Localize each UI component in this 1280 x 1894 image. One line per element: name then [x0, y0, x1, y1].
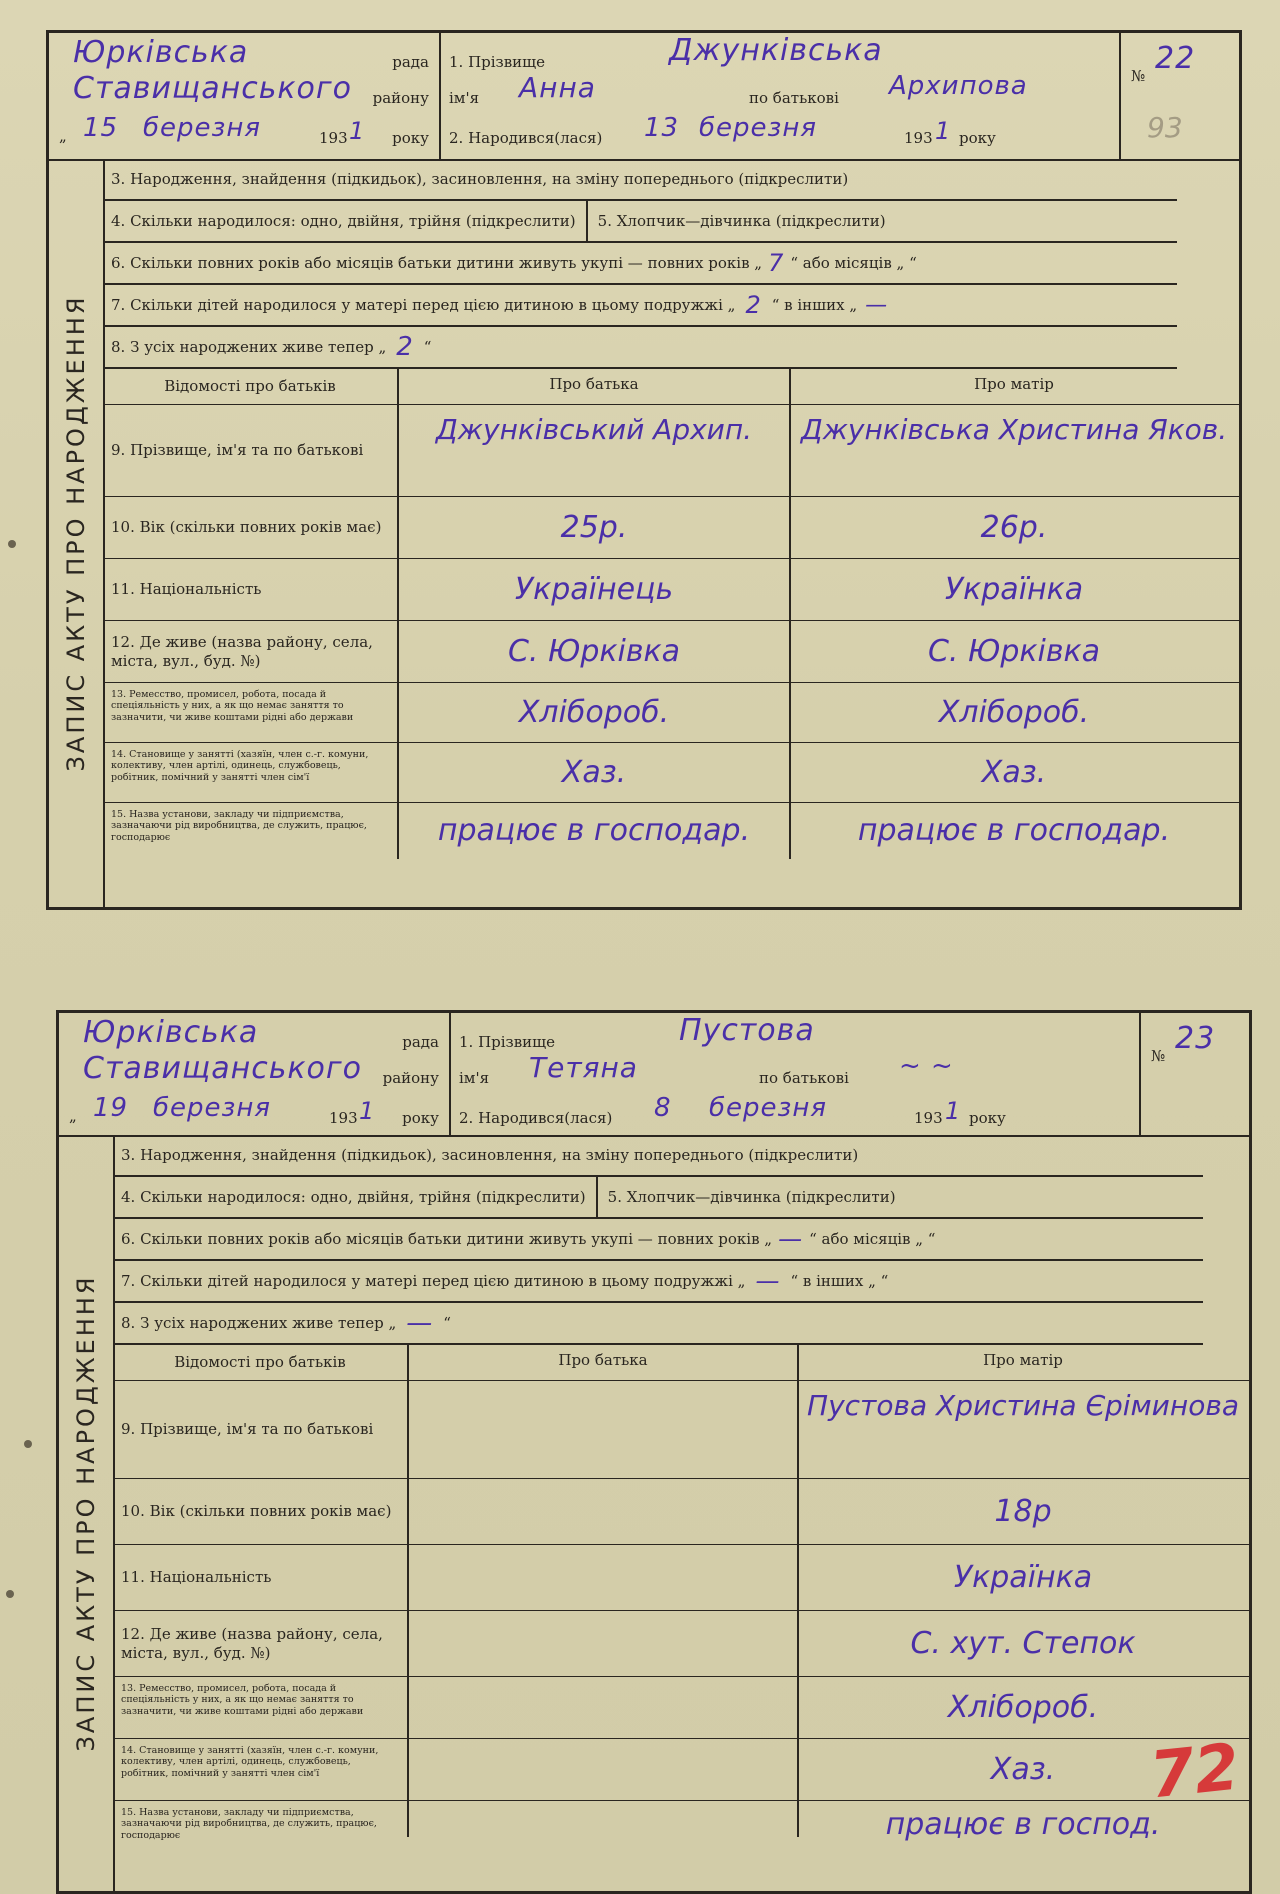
- mother-value-handwritten: Хлібороб.: [947, 1690, 1099, 1725]
- council-name-label: рада: [402, 1033, 439, 1051]
- q8-handwritten: —: [406, 1308, 434, 1338]
- mother-cell: [797, 1545, 1249, 1610]
- column-header-mother: [789, 369, 1239, 404]
- name-handwritten: Анна: [519, 71, 596, 104]
- council-name-label: рада: [392, 53, 429, 71]
- q8-text: 8. З усіх народжених живе тепер „: [121, 1314, 397, 1332]
- column-header-info: [113, 1345, 409, 1380]
- father-cell: [399, 683, 791, 742]
- mother-value-handwritten: С. Юрківка: [927, 634, 1101, 669]
- mother-value-handwritten: Джунківська Христина Яков.: [800, 413, 1228, 446]
- registration-month: березня: [143, 113, 261, 143]
- row-label-text: 10. Вік (скільки повних років має): [121, 1502, 392, 1521]
- q8-text: 8. З усіх народжених живе тепер „: [111, 338, 387, 356]
- surname-handwritten: Джунківська: [669, 33, 883, 68]
- row-label: [103, 743, 399, 802]
- mother-value-handwritten: 26р.: [980, 510, 1048, 545]
- mother-value-handwritten: Українка: [944, 572, 1084, 607]
- row-label-text: 12. Де живе (назва району, села, міста, вул., буд. №): [111, 632, 373, 670]
- mother-cell: [789, 803, 1239, 859]
- district-name-label: району: [372, 89, 429, 107]
- faded-number: 93: [1147, 111, 1183, 144]
- father-value-handwritten: Хаз.: [561, 755, 627, 790]
- q7-handwritten: 2: [745, 291, 762, 319]
- mother-cell: [789, 497, 1239, 558]
- mother-value-handwritten: Хаз.: [981, 755, 1047, 790]
- row-label: [113, 1479, 409, 1544]
- district-name-label: району: [382, 1069, 439, 1087]
- father-cell: [399, 621, 791, 682]
- father-cell: [409, 1381, 799, 1478]
- column-header-father-text: Про батька: [549, 375, 639, 393]
- q7-tail: “ в інших „ “: [790, 1272, 889, 1290]
- vertical-title-column: [59, 1135, 115, 1891]
- column-header-father: [399, 369, 791, 404]
- row-label: [113, 1739, 409, 1800]
- column-header-mother-text: Про матір: [983, 1351, 1063, 1369]
- born-day: 13: [644, 113, 680, 143]
- mother-value-handwritten: Хлібороб.: [938, 695, 1090, 730]
- born-year-prefix: 193: [904, 129, 933, 147]
- q5-text: 5. Хлопчик—дівчинка (підкреслити): [597, 212, 886, 230]
- council-column: [49, 33, 441, 159]
- q7-handwritten: —: [755, 1267, 781, 1295]
- mother-cell: [789, 683, 1239, 742]
- patronymic-handwritten: Архипова: [889, 71, 1028, 101]
- mother-cell: [797, 1479, 1249, 1544]
- row-label-text: 12. Де живе (назва району, села, міста, вул., буд. №): [121, 1624, 383, 1662]
- mother-cell: [789, 405, 1239, 496]
- patronymic-label: по батькові: [749, 89, 839, 107]
- number-label: №: [1131, 67, 1146, 85]
- record-number: 23: [1175, 1021, 1216, 1056]
- parents-table-row: [103, 559, 1239, 621]
- question-6-row: [103, 243, 1177, 285]
- column-header-father-text: Про батька: [558, 1351, 648, 1369]
- record-header: [49, 33, 1239, 161]
- record-number: 22: [1155, 41, 1196, 76]
- born-year-suffix: року: [969, 1109, 1006, 1127]
- vertical-title: ЗАПИС АКТУ ПРО НАРОДЖЕННЯ: [72, 1274, 100, 1752]
- q3-text: 3. Народження, знайдення (підкидьок), засиновлення, на зміну попереднього (підкреслити): [111, 170, 849, 188]
- parents-table-row: [113, 1381, 1249, 1479]
- q6-text: 6. Скільки повних років або місяців батьки дитини живуть укупі — повних років „: [111, 254, 763, 272]
- mother-value-handwritten: працює в господар.: [857, 813, 1171, 848]
- born-year-digit: 1: [935, 117, 952, 145]
- surname-row: [449, 33, 1049, 73]
- father-value-handwritten: 25р.: [560, 510, 628, 545]
- born-year-prefix: 193: [914, 1109, 943, 1127]
- question-3-row: [113, 1135, 1203, 1177]
- q7-text: 7. Скільки дітей народилося у матері перед цією дитиною в цьому подружжі „: [111, 296, 736, 314]
- father-cell: [409, 1801, 799, 1837]
- q6-years-handwritten: —: [778, 1225, 804, 1253]
- row-label-text: 14. Становище у занятті (хазяїн, член с.-г. комуни, колективу, член артілі, одинець, службовець, робітник, помічний у занятті член сім'ї: [111, 749, 369, 783]
- number-label: №: [1151, 1047, 1166, 1065]
- row-label-text: 11. Національність: [111, 580, 262, 599]
- record-header: [59, 1013, 1249, 1137]
- quote-mark: „: [69, 1107, 77, 1125]
- child-column: [449, 1013, 1141, 1135]
- district-name-handwritten: Ставищанського: [83, 1051, 363, 1086]
- row-label: [103, 683, 399, 742]
- father-value-handwritten: працює в господар.: [437, 813, 751, 848]
- row-label: [113, 1801, 409, 1841]
- surname-label: 1. Прізвище: [459, 1033, 556, 1051]
- q6-tail: “ або місяців „ “: [790, 254, 917, 272]
- council-name-handwritten: Юрківська: [83, 1015, 259, 1050]
- row-label-text: 15. Назва установи, закладу чи підприємства, зазначаючи рід виробництва, де служить, працює, господарює: [121, 1807, 377, 1841]
- q8-handwritten: 2: [396, 332, 414, 362]
- born-month: березня: [699, 113, 817, 143]
- parents-table-header: [103, 369, 1239, 405]
- birth-record-1: [46, 30, 1242, 910]
- mother-value-handwritten: Хаз.: [990, 1752, 1056, 1787]
- mother-cell: [797, 1611, 1249, 1676]
- born-month: березня: [709, 1093, 827, 1123]
- registration-year-digit: 1: [359, 1097, 376, 1125]
- column-header-mother: [797, 1345, 1249, 1380]
- father-cell: [409, 1611, 799, 1676]
- q7-tail: “ в інших „: [771, 296, 858, 314]
- row-label-text: 15. Назва установи, закладу чи підприємства, зазначаючи рід виробництва, де служить, працює, господарює: [111, 809, 367, 843]
- birth-date-row: [459, 1095, 1059, 1129]
- father-cell: [409, 1479, 799, 1544]
- row-label-text: 13. Ремесство, промисел, робота, посада й спеціяльність у них, а як що немає заняття то зазначити, чи живе коштами рідні або держави: [111, 689, 354, 723]
- father-value-handwritten: Джунківський Архип.: [435, 413, 753, 446]
- q6-text: 6. Скільки повних років або місяців батьки дитини живуть укупі — повних років „: [121, 1230, 773, 1248]
- birth-record-2: [56, 1010, 1252, 1894]
- punch-hole: [6, 1590, 14, 1598]
- registration-day: 19: [93, 1093, 129, 1123]
- q7-text: 7. Скільки дітей народилося у матері перед цією дитиною в цьому подружжі „: [121, 1272, 746, 1290]
- council-name-row: [69, 1015, 439, 1053]
- row-label-text: 13. Ремесство, промисел, робота, посада й спеціяльність у них, а як що немає заняття то зазначити, чи живе коштами рідні або держави: [121, 1683, 364, 1717]
- row-label: [113, 1677, 409, 1738]
- registration-date-row: [69, 1095, 439, 1129]
- row-label: [113, 1611, 409, 1676]
- name-handwritten: Тетяна: [529, 1051, 638, 1084]
- row-label: [103, 559, 399, 620]
- parents-table-row: [113, 1801, 1249, 1842]
- patronymic-handwritten: ~ ~: [899, 1051, 954, 1081]
- column-header-info-text: Відомості про батьків: [174, 1353, 346, 1372]
- parents-table-row: [103, 743, 1239, 803]
- question-8-row: [113, 1303, 1203, 1345]
- father-cell: [399, 743, 791, 802]
- father-cell: [399, 405, 791, 496]
- row-label-text: 9. Прізвище, ім'я та по батькові: [121, 1420, 374, 1439]
- father-cell: [409, 1677, 799, 1738]
- question-7-row: [113, 1261, 1203, 1303]
- punch-hole: [24, 1440, 32, 1448]
- mother-cell: [797, 1739, 1249, 1800]
- q5-text: 5. Хлопчик—дівчинка (підкреслити): [607, 1188, 896, 1206]
- registration-year-suffix: року: [402, 1109, 439, 1127]
- row-label: [113, 1381, 409, 1478]
- father-value-handwritten: Хлібороб.: [518, 695, 670, 730]
- name-row: [459, 1051, 1059, 1089]
- parents-table-row: [113, 1545, 1249, 1611]
- father-value-handwritten: С. Юрківка: [507, 634, 681, 669]
- district-name-row: [69, 1051, 439, 1089]
- q8-tail: “: [423, 338, 432, 356]
- row-label: [103, 621, 399, 682]
- parents-table-row: [113, 1479, 1249, 1545]
- column-divider: [586, 201, 588, 241]
- row-label-text: 9. Прізвище, ім'я та по батькові: [111, 441, 364, 460]
- vertical-title: ЗАПИС АКТУ ПРО НАРОДЖЕННЯ: [62, 294, 90, 772]
- registration-year-digit: 1: [349, 117, 366, 145]
- name-label: ім'я: [449, 89, 480, 107]
- quote-mark: „: [59, 127, 67, 145]
- mother-value-handwritten: Українка: [953, 1560, 1093, 1595]
- question-4-5-row: [113, 1177, 1203, 1219]
- number-column: [1119, 33, 1239, 159]
- row-label: [113, 1545, 409, 1610]
- vertical-title-column: [49, 159, 105, 907]
- district-name-row: [59, 71, 429, 109]
- registration-year-suffix: року: [392, 129, 429, 147]
- mother-value-handwritten: 18р: [994, 1494, 1052, 1529]
- mother-cell: [797, 1677, 1249, 1738]
- father-cell: [409, 1545, 799, 1610]
- mother-value-handwritten: працює в господ.: [885, 1807, 1161, 1842]
- column-header-father: [409, 1345, 799, 1380]
- question-7-row: [103, 285, 1177, 327]
- q6-tail: “ або місяців „ “: [809, 1230, 936, 1248]
- father-cell: [399, 803, 791, 859]
- council-name-handwritten: Юрківська: [73, 35, 249, 70]
- parents-table-row: [113, 1677, 1249, 1739]
- district-name-handwritten: Ставищанського: [73, 71, 353, 106]
- q4-text: 4. Скільки народилося: одно, двійня, трійня (підкреслити): [111, 212, 576, 230]
- patronymic-label: по батькові: [759, 1069, 849, 1087]
- question-3-row: [103, 159, 1177, 201]
- mother-cell: [797, 1801, 1249, 1842]
- born-label: 2. Народився(лася): [449, 129, 603, 147]
- mother-cell: [789, 743, 1239, 802]
- mother-value-handwritten: С. хут. Степок: [910, 1626, 1136, 1661]
- parents-table-row: [103, 497, 1239, 559]
- born-day: 8: [654, 1093, 672, 1123]
- father-value-handwritten: Українець: [514, 572, 674, 607]
- question-4-5-row: [103, 201, 1177, 243]
- father-cell: [399, 559, 791, 620]
- parents-table-row: [103, 405, 1239, 497]
- mother-cell: [797, 1381, 1249, 1478]
- father-cell: [409, 1739, 799, 1800]
- row-label: [103, 803, 399, 859]
- birth-date-row: [449, 115, 1049, 149]
- row-label-text: 14. Становище у занятті (хазяїн, член с.-г. комуни, колективу, член артілі, одинець, службовець, робітник, помічний у занятті член сім'ї: [121, 1745, 379, 1779]
- column-divider: [596, 1177, 598, 1217]
- column-header-info: [103, 369, 399, 404]
- row-label: [103, 405, 399, 496]
- parents-table-row: [113, 1739, 1249, 1801]
- surname-row: [459, 1013, 1059, 1053]
- parents-table-row: [103, 803, 1239, 859]
- parents-table-header: [113, 1345, 1249, 1381]
- mother-cell: [789, 621, 1239, 682]
- council-name-row: [59, 35, 429, 73]
- name-row: [449, 71, 1049, 109]
- child-column: [439, 33, 1121, 159]
- registration-date-row: [59, 115, 429, 149]
- mother-value-handwritten: Пустова Христина Єріминова: [807, 1389, 1239, 1422]
- surname-label: 1. Прізвище: [449, 53, 546, 71]
- q4-text: 4. Скільки народилося: одно, двійня, трійня (підкреслити): [121, 1188, 586, 1206]
- row-label: [103, 497, 399, 558]
- q6-years-handwritten: 7: [768, 249, 785, 277]
- q8-tail: “: [443, 1314, 451, 1332]
- born-label: 2. Народився(лася): [459, 1109, 613, 1127]
- registration-day: 15: [83, 113, 119, 143]
- row-label-text: 10. Вік (скільки повних років має): [111, 518, 382, 537]
- q3-text: 3. Народження, знайдення (підкидьок), засиновлення, на зміну попереднього (підкреслити): [121, 1146, 859, 1164]
- red-margin-mark: 72: [1146, 1730, 1243, 1814]
- row-label-text: 11. Національність: [121, 1568, 272, 1587]
- council-column: [59, 1013, 451, 1135]
- father-cell: [399, 497, 791, 558]
- column-header-mother-text: Про матір: [974, 375, 1054, 393]
- column-header-info-text: Відомості про батьків: [164, 377, 336, 396]
- punch-hole: [8, 540, 16, 548]
- parents-table-row: [103, 621, 1239, 683]
- q7-other-handwritten: —: [865, 292, 889, 318]
- surname-handwritten: Пустова: [679, 1013, 815, 1048]
- mother-cell: [789, 559, 1239, 620]
- parents-table-row: [113, 1611, 1249, 1677]
- parents-table-row: [103, 683, 1239, 743]
- question-6-row: [113, 1219, 1203, 1261]
- question-8-row: [103, 327, 1177, 369]
- name-label: ім'я: [459, 1069, 490, 1087]
- registration-month: березня: [153, 1093, 271, 1123]
- registration-year-prefix: 193: [329, 1109, 358, 1127]
- number-column: [1139, 1013, 1249, 1135]
- born-year-suffix: року: [959, 129, 996, 147]
- registration-year-prefix: 193: [319, 129, 348, 147]
- born-year-digit: 1: [945, 1097, 962, 1125]
